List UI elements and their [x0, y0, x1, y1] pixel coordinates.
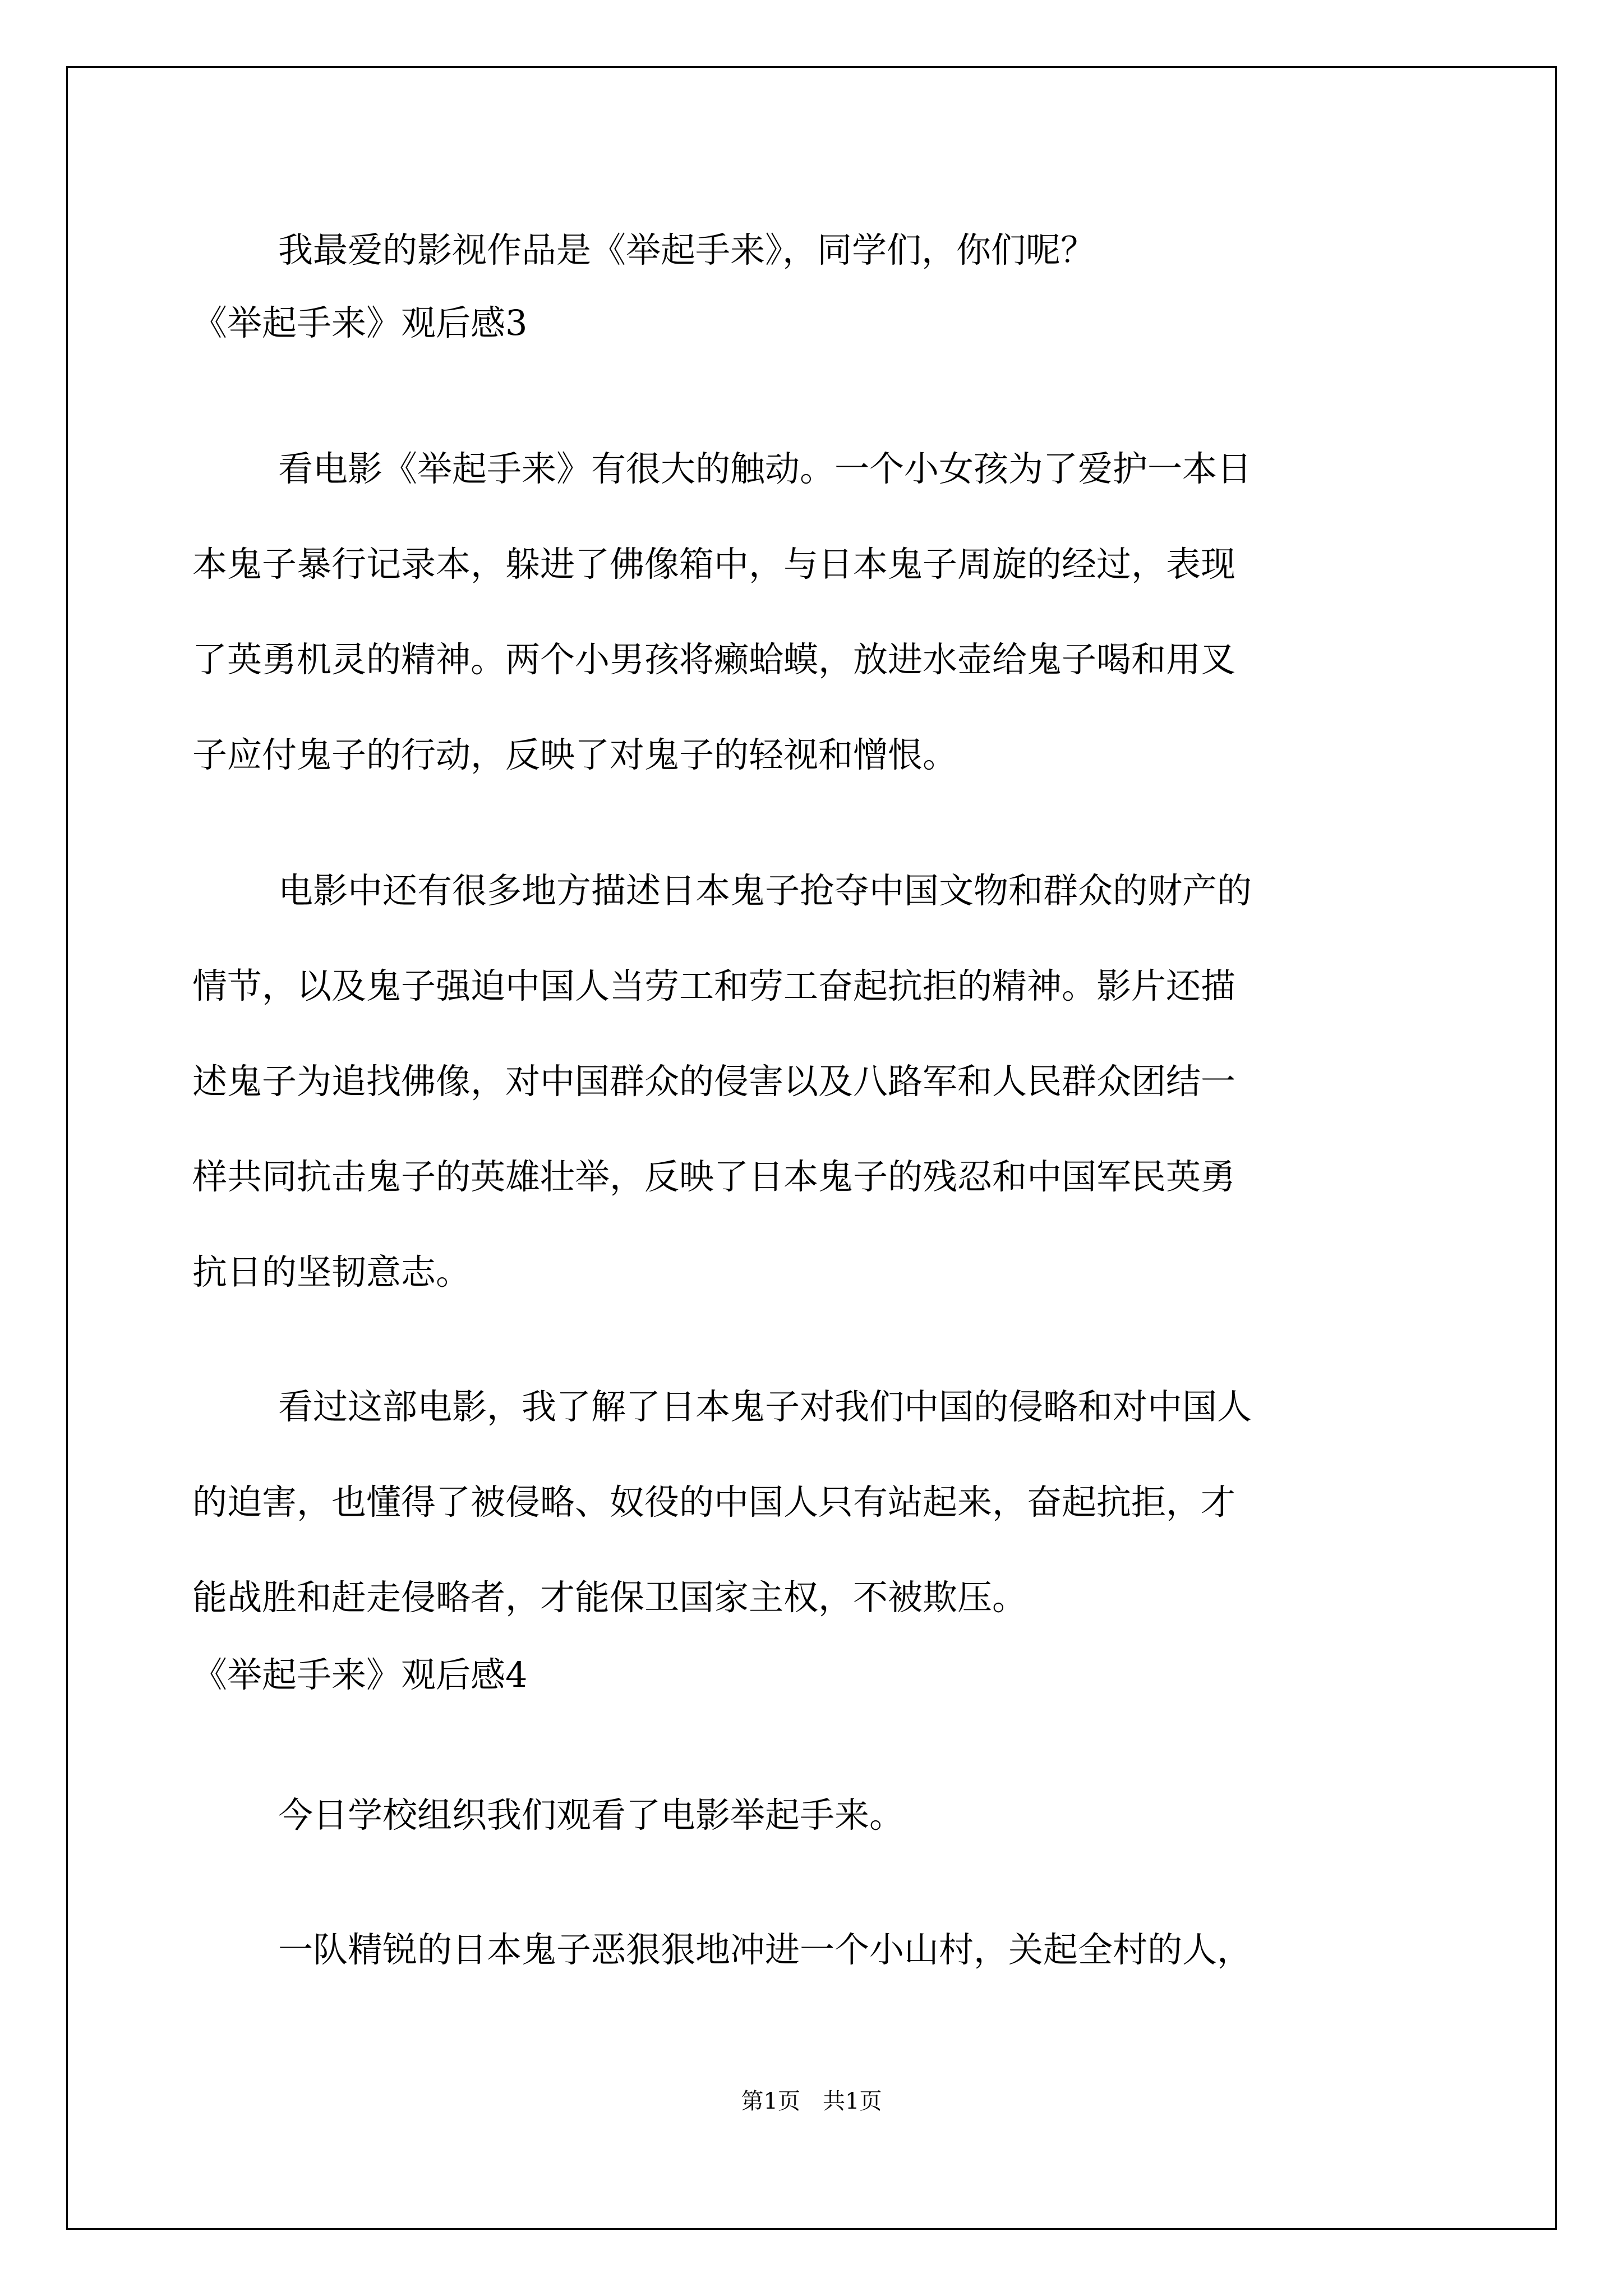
paragraph-line: 述鬼子为追找佛像，对中国群众的侵害以及八路军和人民群众团结一 — [192, 1061, 1236, 1102]
paragraph-line: 了英勇机灵的精神。两个小男孩将癞蛤蟆，放进水壶给鬼子喝和用叉 — [192, 639, 1236, 680]
paragraph-line: 看过这部电影，我了解了日本鬼子对我们中国的侵略和对中国人 — [278, 1386, 1252, 1427]
section-heading: 《举起手来》观后感3 — [192, 302, 528, 343]
paragraph-line: 今日学校组织我们观看了电影举起手来。 — [278, 1795, 905, 1835]
paragraph-line: 抗日的坚韧意志。 — [192, 1251, 471, 1292]
paragraph-line: 一队精锐的日本鬼子恶狠狠地冲进一个小山村，关起全村的人， — [278, 1929, 1252, 1970]
section-heading: 《举起手来》观后感4 — [192, 1654, 528, 1695]
paragraph-line: 情节，以及鬼子强迫中国人当劳工和劳工奋起抗拒的精神。影片还描 — [192, 965, 1236, 1006]
page-footer: 第1页 共1页 — [741, 2088, 882, 2114]
paragraph-line: 的迫害，也懂得了被侵略、奴役的中国人只有站起来，奋起抗拒，才 — [192, 1481, 1236, 1522]
paragraph-line: 子应付鬼子的行动，反映了对鬼子的轻视和憎恨。 — [192, 734, 958, 775]
paragraph-line: 样共同抗击鬼子的英雄壮举，反映了日本鬼子的残忍和中国军民英勇 — [192, 1156, 1236, 1197]
paragraph-line: 我最爱的影视作品是《举起手来》，同学们，你们呢？ — [278, 229, 1096, 270]
paragraph-line: 看电影《举起手来》有很大的触动。一个小女孩为了爱护一本日 — [278, 448, 1252, 489]
paragraph-line: 能战胜和赶走侵略者，才能保卫国家主权，不被欺压。 — [192, 1577, 1027, 1618]
paragraph-line: 电影中还有很多地方描述日本鬼子抢夺中国文物和群众的财产的 — [278, 870, 1252, 911]
page-border — [66, 66, 1557, 2230]
paragraph-line: 本鬼子暴行记录本，躲进了佛像箱中，与日本鬼子周旋的经过，表现 — [192, 544, 1236, 585]
